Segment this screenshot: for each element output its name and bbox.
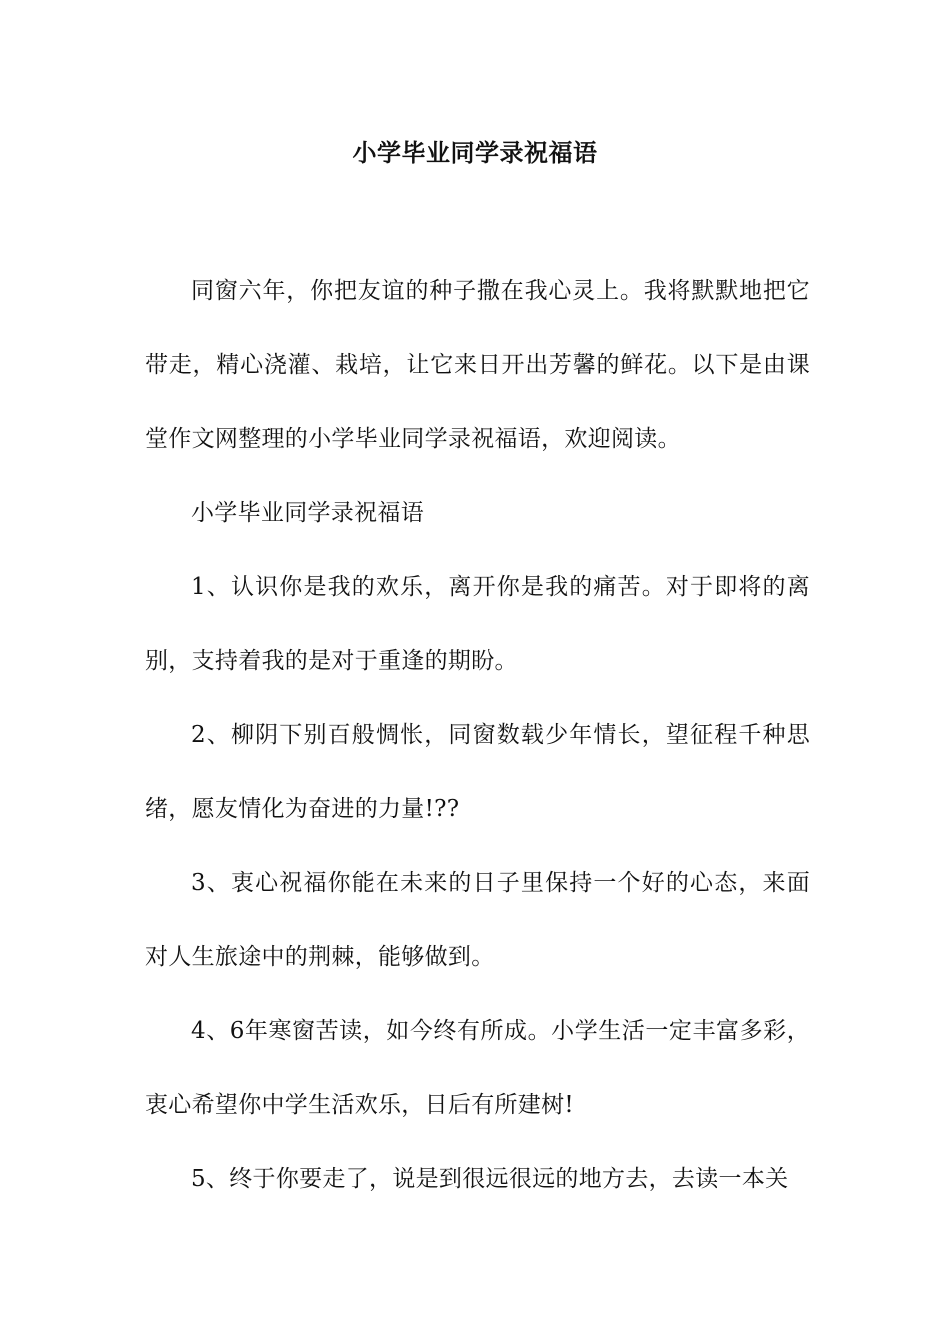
wish-item-3: 3、衷心祝福你能在未来的日子里保持一个好的心态，来面对人生旅途中的荆棘，能够做到。	[145, 870, 810, 970]
wish-item-4: 4、6年寒窗苦读，如今终有所成。小学生活一定丰富多彩，衷心希望你中学生活欢乐，日后有所建树!	[145, 1018, 810, 1118]
document-title: 小学毕业同学录祝福语	[352, 138, 598, 167]
section-heading: 小学毕业同学录祝福语	[191, 500, 424, 526]
document-body	[145, 254, 810, 1216]
wish-item-1: 1、认识你是我的欢乐，离开你是我的痛苦。对于即将的离别，支持着我的是对于重逢的期盼。	[145, 574, 810, 674]
wish-item-2: 2、柳阴下别百般惆怅，同窗数载少年情长，望征程千种思绪，愿友情化为奋进的力量!??	[145, 722, 810, 822]
wish-item-5: 5、终于你要走了，说是到很远很远的地方去，去读一本关	[191, 1166, 789, 1192]
intro-paragraph: 同窗六年，你把友谊的种子撒在我心灵上。我将默默地把它带走，精心浇灌、栽培，让它来日开出芳馨的鲜花。以下是由课堂作文网整理的小学毕业同学录祝福语，欢迎阅读。	[145, 278, 810, 452]
